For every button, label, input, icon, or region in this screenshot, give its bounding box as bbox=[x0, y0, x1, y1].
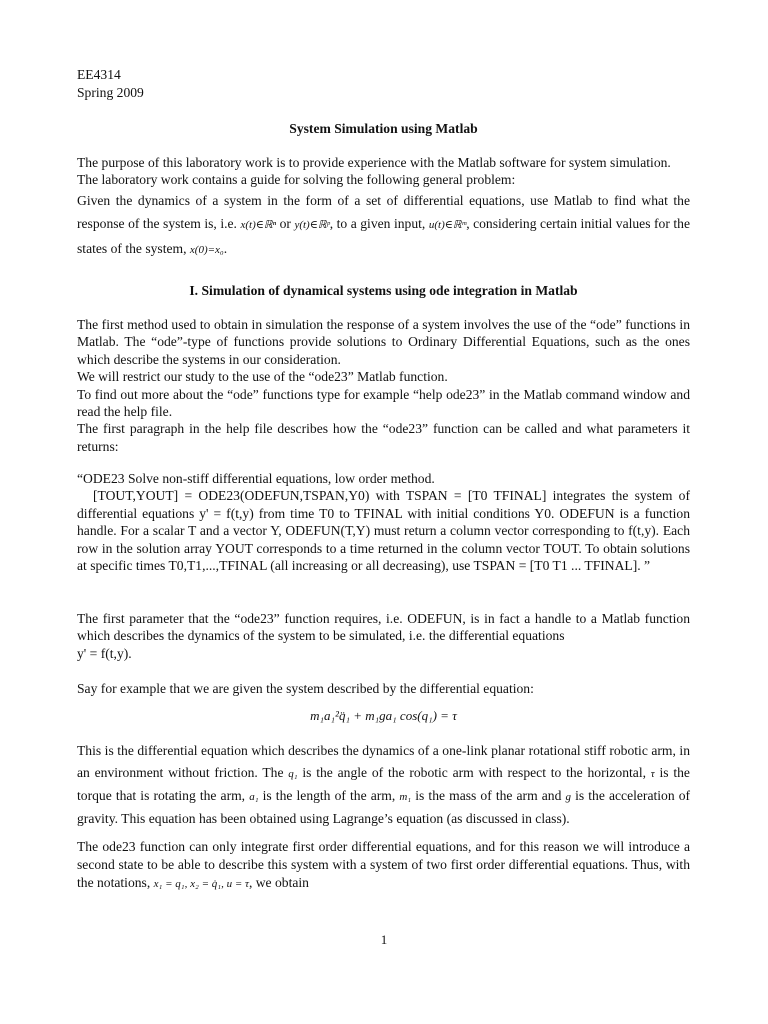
paragraph-5-end: y' = f(t,y). bbox=[77, 645, 132, 661]
page-title: System Simulation using Matlab bbox=[289, 121, 478, 136]
p7-text-e: is the mass of the arm and bbox=[415, 788, 562, 803]
paragraph-3: To find out more about the “ode” functions type for example “help ode23” in the Matlab command window and read the help file. bbox=[77, 386, 690, 420]
math-x: x(t)∈ℝⁿ bbox=[240, 218, 277, 231]
guide-text: The laboratory work contains a guide for solving the following general problem: bbox=[77, 172, 516, 188]
course-code: EE4314 bbox=[77, 67, 121, 82]
p7-text-b: is the angle of the robotic arm with respect to the horizontal, bbox=[302, 765, 647, 780]
symbol-g: g bbox=[565, 791, 571, 803]
symbol-tau: τ bbox=[650, 768, 655, 780]
p8-text-a: The ode23 function can only integrate first order differential equations, and for this reason we will introduce a second state to be able to describe this system with a system of two first order differential equations. Thus, with the notations, bbox=[77, 839, 690, 890]
problem-text-a: Given the dynamics of a system in the form of a set of differential equations, use Matlab to find what the response of the system is, i.e. bbox=[77, 192, 690, 231]
paragraph-2: We will restrict our study to the use of the “ode23” Matlab function. bbox=[77, 369, 448, 385]
page-number: 1 bbox=[380, 932, 388, 947]
intro-paragraph bbox=[77, 154, 690, 262]
differential-equation: m₁a₁²q̈₁ + m₁ga₁ cos(q₁) = τ bbox=[310, 708, 457, 723]
state-notation: x₁ = q₁, x₂ = q̇₁, u = τ bbox=[153, 878, 249, 890]
section-heading: I. Simulation of dynamical systems using ode integration in Matlab bbox=[189, 283, 578, 298]
purpose-text: The purpose of this laboratory work is to provide experience with the Matlab software for system simulation. bbox=[77, 155, 671, 170]
problem-text-d: . bbox=[223, 240, 228, 256]
paragraph-7 bbox=[77, 740, 690, 830]
problem-text-c: , considering certain initial values for the states of the system, bbox=[77, 215, 691, 256]
problem-text-b: , to a given input, bbox=[329, 215, 426, 231]
paragraph-8 bbox=[77, 838, 690, 893]
paragraph-5-block bbox=[77, 610, 690, 662]
symbol-q1: q₁ bbox=[288, 768, 298, 780]
paragraph-6: Say for example that we are given the system described by the differential equation: bbox=[77, 681, 534, 696]
symbol-m1: m₁ bbox=[399, 791, 412, 803]
or-text: or bbox=[279, 215, 291, 231]
symbol-a1: a₁ bbox=[249, 791, 259, 803]
p8-text-b: , we obtain bbox=[248, 875, 309, 890]
math-y: y(t)∈ℝᵖ bbox=[294, 218, 330, 231]
section-body bbox=[77, 316, 690, 455]
p7-text-f: is the acceleration of gravity. This equation has been obtained using Lagrange’s equation (as discussed in class). bbox=[77, 788, 691, 826]
term: Spring 2009 bbox=[77, 85, 144, 100]
p7-text-c: is the torque that is rotating the arm, bbox=[77, 765, 690, 803]
p7-text-d: is the length of the arm, bbox=[262, 788, 396, 803]
paragraph-1: The first method used to obtain in simulation the response of a system involves the use of the “ode” functions in Matlab. The “ode”-type of functions provide solutions to Ordinary Differential Equations, such as the ones which describe the systems in our consideration. bbox=[77, 317, 690, 367]
help-quote bbox=[77, 470, 690, 574]
quote-line-1: “ODE23 Solve non-stiff differential equations, low order method. bbox=[77, 471, 435, 486]
paragraph-5: The first parameter that the “ode23” function requires, i.e. ODEFUN, is in fact a handle to a Matlab function which describes the dynamics of the system to be simulated, i.e. the differential equations bbox=[77, 611, 690, 644]
p7-text-a: This is the differential equation which describes the dynamics of a one-link planar rotational stiff robotic arm, in an environment without friction. The bbox=[77, 743, 690, 780]
math-u: u(t)∈ℝᵐ bbox=[428, 218, 467, 231]
quote-body: [TOUT,YOUT] = ODE23(ODEFUN,TSPAN,Y0) with TSPAN = [T0 TFINAL] integrates the system of differential equations y' = f(t,y) from time T0 to TFINAL with initial conditions Y0. ODEFUN is a function handle. For a scalar T and a vector Y, ODEFUN(T,Y) must return a column vector corresponding to f(t,y). Each row in the solution array YOUT corresponds to a time returned in the column vector TOUT. To obtain solutions at specific times T0,T1,...,TFINAL (all increasing or all decreasing), use TSPAN = [T0 T1 ... TFINAL]. ” bbox=[77, 488, 690, 574]
paragraph-4: The first paragraph in the help file describes how the “ode23” function can be called and what parameters it returns: bbox=[77, 421, 690, 454]
math-x0: x(0)=x₀ bbox=[189, 243, 224, 256]
